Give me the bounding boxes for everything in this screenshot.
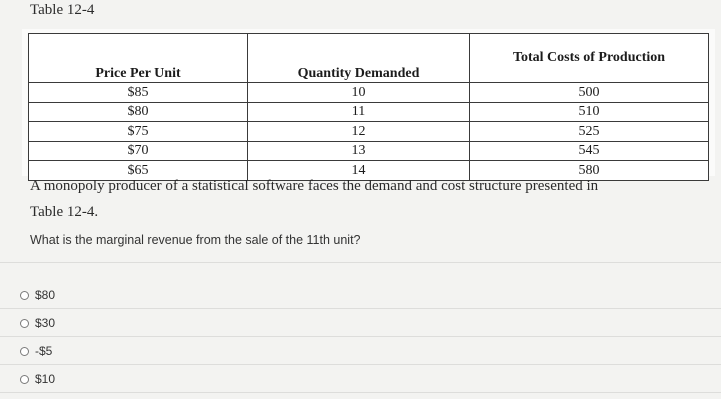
total-cost-cell: 525 (470, 122, 709, 142)
radio-button-icon[interactable] (20, 291, 29, 300)
divider (0, 392, 721, 393)
divider (0, 364, 721, 365)
radio-button-icon[interactable] (20, 375, 29, 384)
answer-option-2[interactable] (20, 314, 55, 332)
answer-option-label: $10 (35, 372, 56, 386)
total-cost-cell: 545 (470, 141, 709, 161)
question-intro-line-2: Table 12-4. (30, 204, 99, 220)
price-cell: $75 (29, 122, 248, 142)
quantity-cell: 11 (248, 102, 470, 122)
radio-button-icon[interactable] (20, 347, 29, 356)
data-table (28, 33, 709, 181)
total-cost-cell: 500 (470, 83, 709, 103)
table-row (29, 102, 709, 122)
header-price-per-unit: Price Per Unit (29, 34, 248, 83)
table-header-row (29, 34, 709, 83)
answer-option-1[interactable] (20, 286, 55, 304)
divider (0, 308, 721, 309)
answer-option-label: $80 (35, 288, 56, 302)
quantity-cell: 10 (248, 83, 470, 103)
total-cost-cell: 580 (470, 161, 709, 181)
quantity-cell: 14 (248, 161, 470, 181)
table-row (29, 122, 709, 142)
radio-button-icon[interactable] (20, 319, 29, 328)
answer-option-label: -$5 (35, 344, 53, 358)
header-total-costs: Total Costs of Production (470, 34, 709, 83)
question-text: What is the marginal revenue from the sale of the 11th unit? (30, 233, 361, 247)
price-cell: $85 (29, 83, 248, 103)
table-row (29, 141, 709, 161)
question-intro-line-1: A monopoly producer of a statistical software faces the demand and cost structure presented in (30, 178, 599, 194)
price-cell: $65 (29, 161, 248, 181)
answer-option-label: $30 (35, 316, 56, 330)
table-title: Table 12-4 (30, 2, 95, 18)
quantity-cell: 12 (248, 122, 470, 142)
answer-option-3[interactable] (20, 342, 52, 360)
answer-option-4[interactable] (20, 370, 55, 388)
price-cell: $70 (29, 141, 248, 161)
price-cell: $80 (29, 102, 248, 122)
header-quantity-demanded: Quantity Demanded (248, 34, 470, 83)
question-intro (30, 175, 710, 223)
quantity-cell: 13 (248, 141, 470, 161)
divider (0, 336, 721, 337)
total-cost-cell: 510 (470, 102, 709, 122)
divider (0, 262, 721, 263)
table-row (29, 83, 709, 103)
